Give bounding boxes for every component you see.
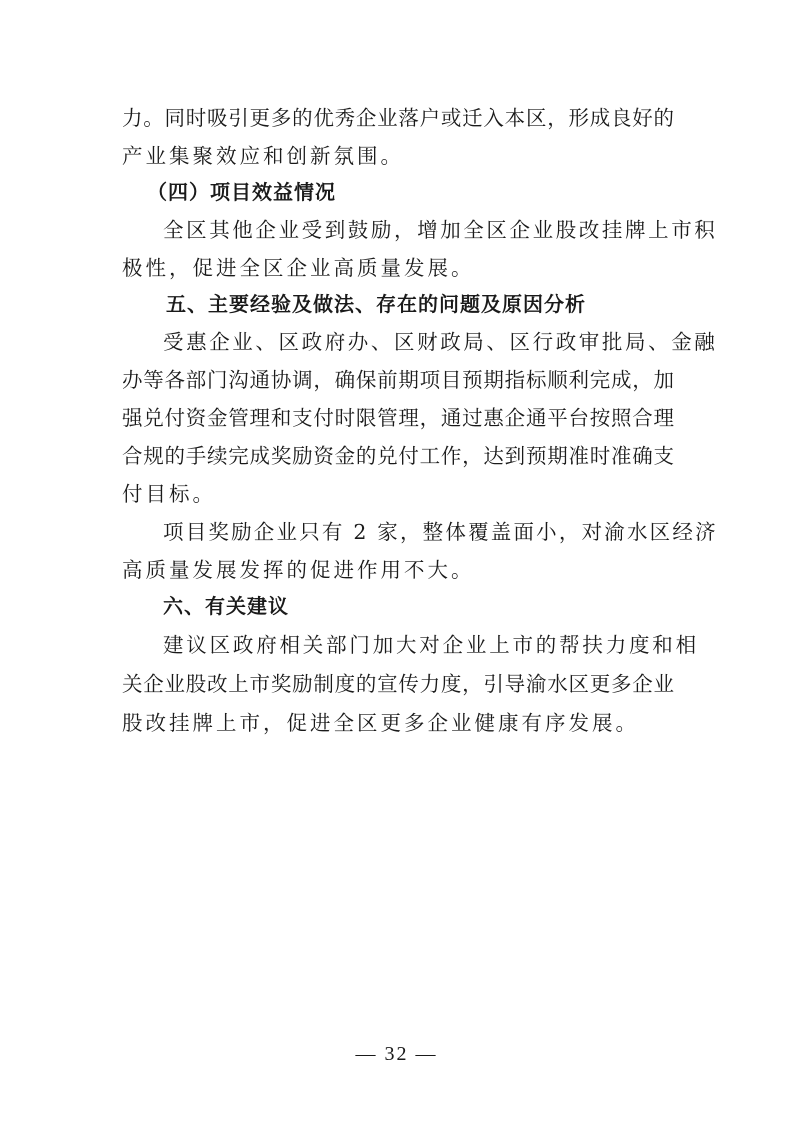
paragraph-line: 高质量发展发挥的促进作用不大。 bbox=[122, 558, 475, 582]
paragraph-line: 产业集聚效应和创新氛围。 bbox=[122, 144, 404, 168]
section-heading-benefits: （四）项目效益情况 bbox=[147, 180, 336, 204]
paragraph-line: 项目奖励企业只有 2 家，整体覆盖面小，对渝水区经济 bbox=[163, 520, 718, 544]
paragraph-line: 股改挂牌上市，促进全区更多企业健康有序发展。 bbox=[122, 711, 639, 735]
paragraph-line: 关企业股改上市奖励制度的宣传力度，引导渝水区更多企业 bbox=[122, 672, 674, 696]
paragraph-line: 付目标。 bbox=[122, 482, 216, 506]
section-heading-experience: 五、主要经验及做法、存在的问题及原因分析 bbox=[166, 292, 586, 316]
paragraph-line: 合规的手续完成奖励资金的兑付工作，达到预期准时准确支 bbox=[122, 444, 674, 468]
paragraph-line: 办等各部门沟通协调，确保前期项目预期指标顺利完成，加 bbox=[122, 368, 674, 392]
paragraph-line: 建议区政府相关部门加大对企业上市的帮扶力度和相 bbox=[163, 633, 699, 657]
page-number: — 32 — bbox=[355, 1043, 438, 1065]
section-heading-suggestions: 六、有关建议 bbox=[163, 594, 289, 618]
paragraph-line: 全区其他企业受到鼓励，增加全区企业股改挂牌上市积 bbox=[163, 218, 718, 242]
paragraph-line: 力。同时吸引更多的优秀企业落户或迁入本区，形成良好的 bbox=[122, 106, 674, 130]
paragraph-line: 极性，促进全区企业高质量发展。 bbox=[122, 256, 475, 280]
paragraph-line: 受惠企业、区政府办、区财政局、区行政审批局、金融 bbox=[163, 330, 718, 354]
paragraph-line: 强兑付资金管理和支付时限管理，通过惠企通平台按照合理 bbox=[122, 406, 674, 430]
